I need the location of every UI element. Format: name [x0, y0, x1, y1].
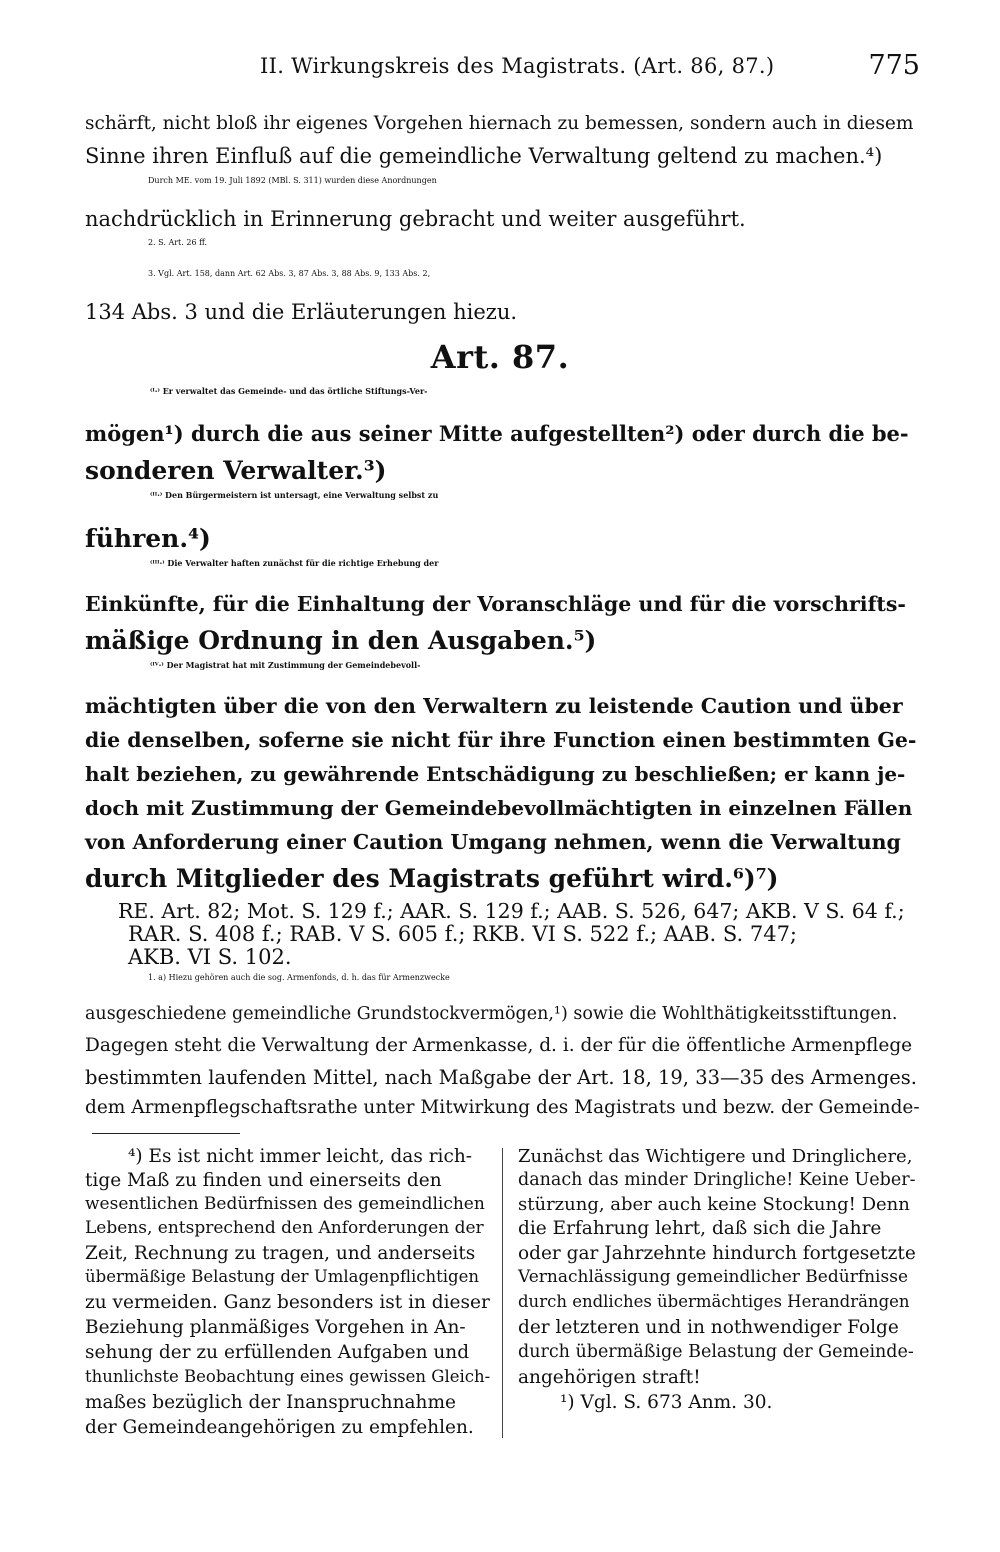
note-line: 3. Vgl. Art. 158, dann Art. 62 Abs. 3, 87 Abs. 3, 88 Abs. 9, 133 Abs. 2,	[148, 269, 431, 278]
article-line: ⁽ᴵᴵ·⁾ Den Bürgermeistern ist untersagt, eine Verwaltung selbst zu	[150, 490, 439, 500]
footnote-line: oder gar Jahrzehnte hindurch fortgesetzte	[518, 1243, 916, 1264]
footnote-line: die Erfahrung lehrt, daß sich die Jahre	[518, 1218, 882, 1239]
note-line: dem Armenpflegschaftsrathe unter Mitwirkung des Magistrats und bezw. der Gemeinde-	[85, 1097, 920, 1118]
article-line: von Anforderung einer Caution Umgang nehmen, wenn die Verwaltung	[85, 830, 901, 854]
footnote-line: maßes bezüglich der Inanspruchnahme	[85, 1392, 456, 1413]
footnote-line: der letzteren und in nothwendiger Folge	[518, 1317, 899, 1338]
footnote-line: durch endliches übermächtiges Herandrängen	[518, 1292, 910, 1311]
note-line: 2. S. Art. 26 ff.	[148, 238, 208, 247]
footnote-line: zu vermeiden. Ganz besonders ist in dieser	[85, 1292, 490, 1313]
article-line: die denselben, soferne sie nicht für ihre Function einen bestimmten Ge-	[85, 728, 917, 752]
footnote-rule	[92, 1133, 240, 1134]
footnote-line: übermäßige Belastung der Umlagenpflichtigen	[85, 1267, 480, 1286]
article-line: führen.⁴)	[85, 524, 211, 553]
article-line: mögen¹) durch die aus seiner Mitte aufgestellten²) oder durch die be-	[85, 421, 909, 446]
footnote-line: thunlichste Beobachtung eines gewissen Gleich-	[85, 1367, 491, 1386]
article-line: doch mit Zustimmung der Gemeindebevollmächtigten in einzelnen Fällen	[85, 796, 913, 820]
note-line: ausgeschiedene gemeindliche Grundstockvermögen,¹) sowie die Wohlthätigkeitsstiftungen.	[85, 1004, 898, 1024]
footnote-line: tige Maß zu finden und einerseits den	[85, 1170, 442, 1191]
article-line: mäßige Ordnung in den Ausgaben.⁵)	[85, 626, 597, 655]
footnote-line: Beziehung planmäßiges Vorgehen in An-	[85, 1317, 466, 1338]
note-line: nachdrücklich in Erinnerung gebracht und weiter ausgeführt.	[85, 207, 746, 231]
running-head-title: II. Wirkungskreis des Magistrats. (Art. 86, 87.)	[260, 54, 775, 78]
article-line: ⁽ᴵ·⁾ Er verwaltet das Gemeinde- und das örtliche Stiftungs-Ver-	[150, 386, 428, 396]
note-line: 1. a) Hiezu gehören auch die sog. Armenfonds, d. h. das für Armenzwecke	[148, 973, 450, 982]
footnote-line: ¹) Vgl. S. 673 Anm. 30.	[560, 1392, 773, 1413]
page-number: 775	[868, 50, 920, 81]
article-line: durch Mitglieder des Magistrats geführt wird.⁶)⁷)	[85, 864, 779, 893]
note-line: schärft, nicht bloß ihr eigenes Vorgehen hiernach zu bemessen, sondern auch in diesem	[85, 113, 914, 134]
footnote-line: Zunächst das Wichtigere und Dringlichere,	[518, 1146, 913, 1167]
note-line: Sinne ihren Einfluß auf die gemeindliche Verwaltung geltend zu machen.⁴)	[85, 144, 883, 168]
article-line: mächtigten über die von den Verwaltern zu leistende Caution und über	[85, 694, 903, 718]
footnote-line: Zeit, Rechnung zu tragen, und anderseits	[85, 1243, 476, 1264]
column-divider	[502, 1148, 503, 1438]
article-line: ⁽ᴵⱽ·⁾ Der Magistrat hat mit Zustimmung der Gemeindebevoll-	[150, 660, 421, 670]
running-head	[80, 50, 920, 90]
note-line: Dagegen steht die Verwaltung der Armenkasse, d. i. der für die öffentliche Armenpflege	[85, 1035, 913, 1056]
footnote-line: angehörigen straft!	[518, 1367, 701, 1388]
source-line: RE. Art. 82; Mot. S. 129 f.; AAR. S. 129 f.; AAB. S. 526, 647; AKB. V S. 64 f.;	[118, 899, 905, 923]
footnote-line: Lebens, entsprechend den Anforderungen der	[85, 1218, 484, 1238]
source-line: RAR. S. 408 f.; RAB. V S. 605 f.; RKB. VI S. 522 f.; AAB. S. 747;	[128, 922, 798, 946]
footnote-line: stürzung, aber auch keine Stockung! Denn	[518, 1194, 910, 1215]
footnote-line: danach das minder Dringliche! Keine Ueber-	[518, 1170, 916, 1190]
article-line: ⁽ᴵᴵᴵ·⁾ Die Verwalter haften zunächst für die richtige Erhebung der	[150, 558, 439, 568]
footnote-line: sehung der zu erfüllenden Aufgaben und	[85, 1342, 470, 1363]
article-line: sonderen Verwalter.³)	[85, 456, 387, 485]
note-line: Durch ME. vom 19. Juli 1892 (MBl. S. 311) wurden diese Anordnungen	[148, 176, 437, 185]
source-line: AKB. VI S. 102.	[128, 945, 292, 969]
footnote-line: Vernachlässigung gemeindlicher Bedürfnisse	[518, 1267, 909, 1287]
footnote-line: durch übermäßige Belastung der Gemeinde-	[518, 1342, 914, 1362]
article-line: halt beziehen, zu gewährende Entschädigung zu beschließen; er kann je-	[85, 762, 906, 786]
footnote-line: wesentlichen Bedürfnissen des gemeindlichen	[85, 1194, 485, 1214]
article-heading: Art. 87.	[430, 338, 570, 376]
footnote-line: der Gemeindeangehörigen zu empfehlen.	[85, 1417, 474, 1438]
note-line: 134 Abs. 3 und die Erläuterungen hiezu.	[85, 300, 518, 324]
footnote-line: ⁴) Es ist nicht immer leicht, das rich-	[128, 1146, 473, 1167]
note-line: bestimmten laufenden Mittel, nach Maßgabe der Art. 18, 19, 33—35 des Armenges.	[85, 1066, 917, 1089]
article-line: Einkünfte, für die Einhaltung der Voranschläge und für die vorschrifts-	[85, 592, 906, 616]
